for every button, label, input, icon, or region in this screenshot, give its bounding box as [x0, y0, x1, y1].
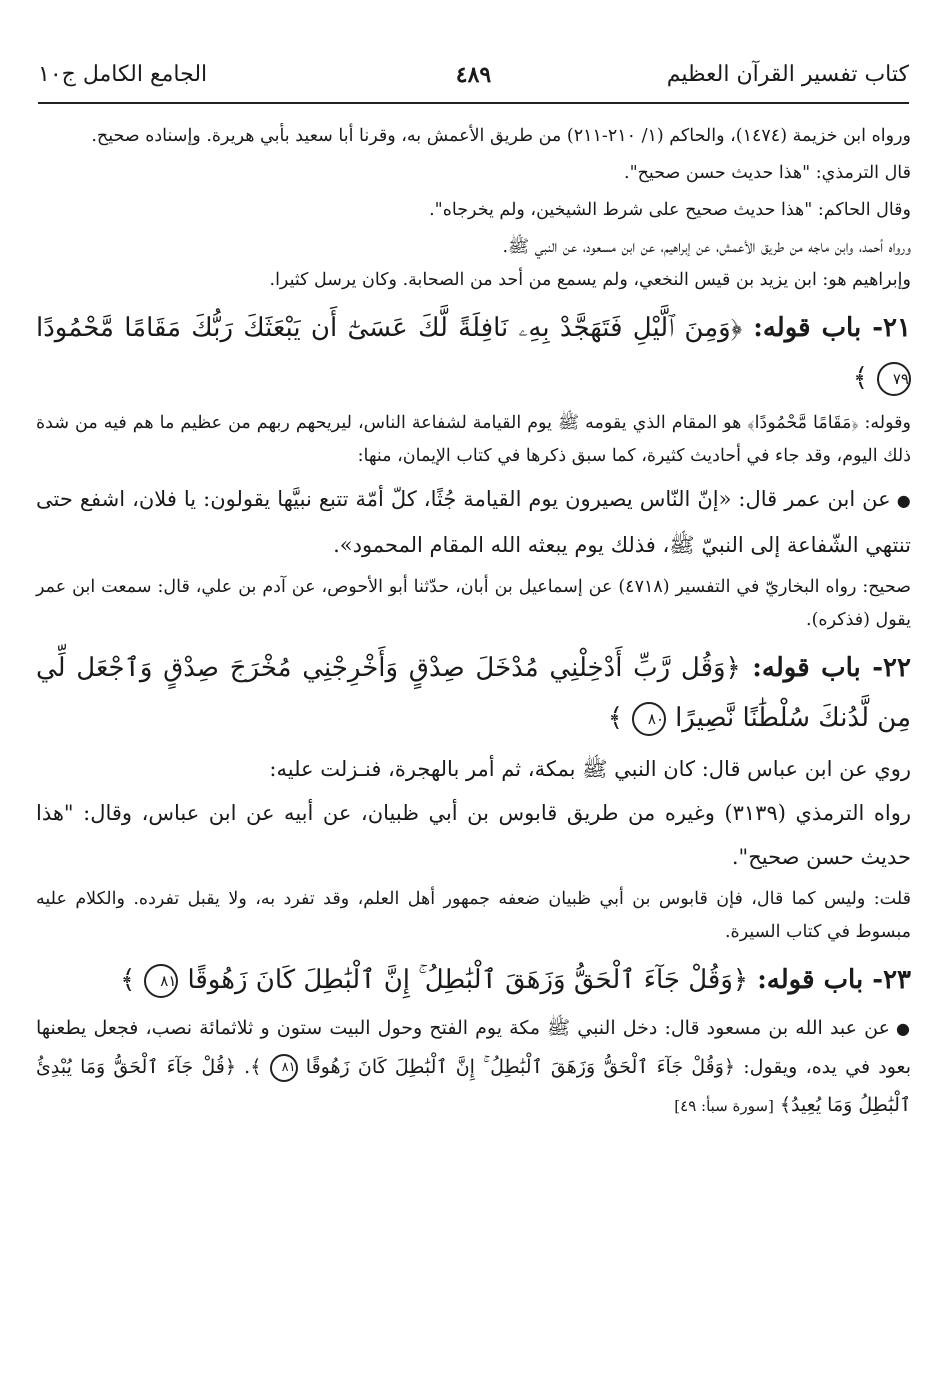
section-label: ٢١- باب قوله: [753, 313, 911, 343]
section-label: ٢٢- باب قوله: [752, 653, 911, 683]
paragraph: وإبراهيم هو: ابن يزيد بن قيس النخعي، ولم يسمع من أحد من الصحابة. وكان يرسل كثيرا. [269, 270, 911, 290]
paragraph: وقال الحاكم: "هذا حديث صحيح على شرط الشيخين، ولم يخرجاه". [429, 200, 911, 220]
paragraph: ورواه ابن خزيمة (١٤٧٤)، والحاكم (١/ ٢١٠-٢١١) من طريق الأعمش به، وقرنا أبا سعيد بأبي هريرة. وإسناده صحيح. [91, 126, 911, 146]
volume-title: الجامع الكامل ج١٠ [38, 62, 208, 87]
section-heading-21: ٢١- باب قوله: ﴿وَمِنَ ٱلَّيْلِ فَتَهَجَّدْ بِهِۦ نَافِلَةً لَّكَ عَسَىٰٓ أَن يَبْعَثَكَ رَبُّكَ مَقَامًا مَّحْمُودًا ٧٩ ﴾ [36, 303, 911, 403]
paragraph: قلت: وليس كما قال، فإن قابوس بن أبي ظبيان ضعفه جمهور أهل العلم، وقد تفرد به، ولا يقبل تفرده. والكلام عليه مبسوط في كتاب السيرة. [36, 889, 911, 942]
bullet-icon: ● [896, 491, 912, 510]
ayah-number-badge: ٨٠ [632, 702, 666, 736]
hadith-paragraph [36, 1009, 911, 1125]
bullet-icon: ● [895, 1019, 911, 1038]
quran-verse: ﴿وَمِنَ ٱلَّيْلِ فَتَهَجَّدْ بِهِۦ نَافِلَةً لَّكَ عَسَىٰٓ أَن يَبْعَثَكَ رَبُّكَ مَقَامًا مَّحْمُودًا [36, 313, 743, 343]
paragraph: صحيح: رواه البخاريّ في التفسير (٤٧١٨) عن إسماعيل بن أبان، حدّثنا أبو الأحوص، عن آدم بن علي، قال: سمعت ابن عمر يقول (فذكره). [36, 577, 911, 630]
paragraph: ورواه أحمد، وابن ماجه من طريق الأعمش، عن إبراهيم، عن ابن مسعود، عن النبي ﷺ. [502, 237, 911, 257]
page-body [36, 120, 911, 1125]
quran-verse: ﴿وَقُلْ جَآءَ ٱلْحَقُّ وَزَهَقَ ٱلْبَٰطِلُ ۚ إِنَّ ٱلْبَٰطِلَ كَانَ زَهُوقًا [187, 965, 749, 995]
book-title: كتاب تفسير القرآن العظيم [666, 62, 909, 87]
section-heading-22: ٢٢- باب قوله: ﴿وَقُل رَّبِّ أَدْخِلْنِي مُدْخَلَ صِدْقٍ وَأَخْرِجْنِي مُخْرَجَ صِدْقٍ وَٱجْعَل لِّي مِن لَّدُنكَ سُلْطَٰنًا نَّصِيرًا ٨٠ ﴾ [36, 643, 911, 743]
paragraph: رواه الترمذي (٣١٣٩) وغيره من طريق قابوس بن أبي ظبيان، عن أبيه عن ابن عباس، وقال: "هذا حديث حسن صحيح". [36, 801, 911, 869]
surah-reference: [سورة سبأ: ٤٩] [674, 1097, 774, 1115]
quran-verse: ﴿وَقُل رَّبِّ أَدْخِلْنِي مُدْخَلَ صِدْقٍ وَأَخْرِجْنِي مُخْرَجَ صِدْقٍ وَٱجْعَل لِّي مِن لَّدُنكَ سُلْطَٰنًا نَّصِيرًا [36, 653, 911, 733]
ayah-number-badge: ٨١ [270, 1054, 298, 1082]
page-header [38, 52, 909, 104]
paragraph: قال الترمذي: "هذا حديث حسن صحيح". [624, 163, 911, 183]
paragraph: وقوله: ﴿مَقَامًا مَّحْمُودًا﴾ هو المقام الذي يقومه ﷺ يوم القيامة لشفاعة الناس، ليريحهم ربهم من عظيم ما هم فيه من شدة ذلك اليوم، وقد جاء في أحاديث كثيرة، كما سبق ذكرها في كتاب الإيمان، منها: [36, 413, 911, 466]
hadith-text: عن عبد الله بن مسعود قال: دخل النبي ﷺ مكة يوم الفتح وحول البيت ستون و ثلاثمائة نصب، فجعل يطعنها بعود في يده، ويقول: ﴿وَقُلْ جَآءَ ٱلْحَقُّ وَزَهَقَ ٱلْبَٰطِلُ ۚ إِنَّ ٱلْبَٰطِلَ كَانَ زَهُوقًا [36, 1017, 911, 1078]
hadith-text: عن ابن عمر قال: «إنّ النّاس يصيرون يوم القيامة جُثًا، كلّ أمّة تتبع نبيَّها يقولون: يا فلان، اشفع حتى تنتهي الشّفاعة إلى النبيّ ﷺ، فذلك يوم يبعثه الله المقام المحمود». [36, 487, 911, 557]
section-heading-23: ٢٣- باب قوله: ﴿وَقُلْ جَآءَ ٱلْحَقُّ وَزَهَقَ ٱلْبَٰطِلُ ۚ إِنَّ ٱلْبَٰطِلَ كَانَ زَهُوقًا ٨١ ﴾ [36, 955, 911, 1005]
ayah-number-badge: ٧٩ [877, 362, 911, 396]
paragraph: روي عن ابن عباس قال: كان النبي ﷺ بمكة، ثم أمر بالهجرة، فنـزلت عليه: [269, 757, 911, 781]
hadith-text: ﴾. ﴿قُلْ جَآءَ ٱلْحَقُّ وَمَا يُبْدِئُ ٱلْبَٰطِلُ وَمَا يُعِيدُ﴾ [36, 1056, 911, 1116]
ayah-number-badge: ٨١ [144, 964, 178, 998]
hadith-paragraph [36, 477, 911, 567]
section-label: ٢٣- باب قوله: [757, 965, 911, 995]
page-number: ٤٨٩ [455, 62, 492, 88]
